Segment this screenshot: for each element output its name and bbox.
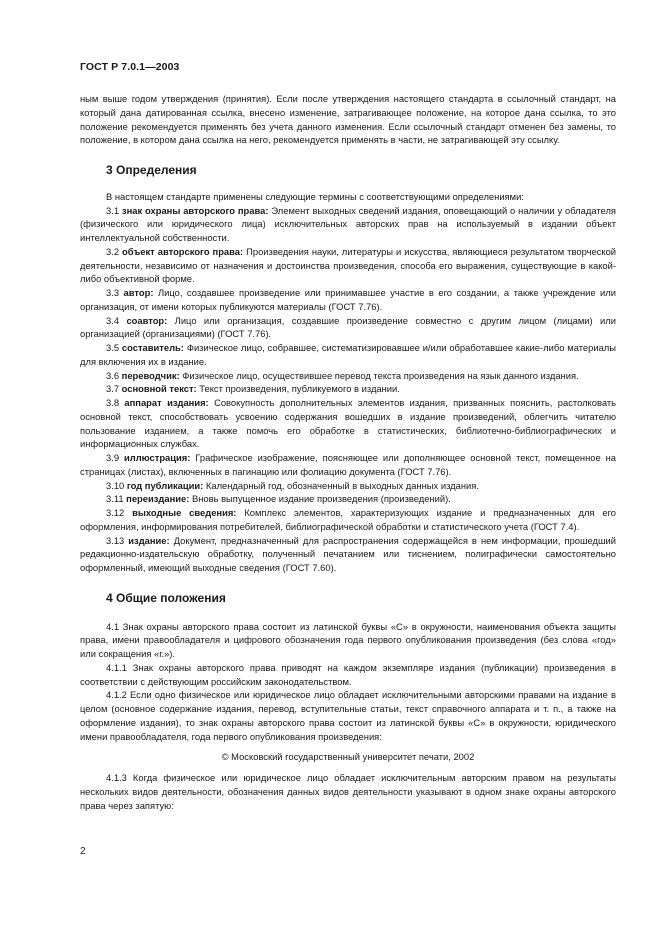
paragraph-4-1: 4.1 Знак охраны авторского права состоит из латинской буквы «С» в окружности, наименования объекта защиты права, имени правообладателя и цифрового обозначения года первого опубликования произведения (без слова «год» или сокращения «г.»). (80, 620, 616, 659)
definition-3-1: 3.1 знак охраны авторского права: Элемент выходных сведений издания, оповещающий о наличии у обладателя (физического или юридического лица) исключительных авторских прав на используемый в издании объект интеллектуальной собственности. (80, 204, 616, 243)
paragraph-4-1-3: 4.1.3 Когда физическое или юридическое лицо обладает исключительным авторским правом на результаты нескольких видов деятельности, обозначения данных видов деятельности указывают в одном знаке охраны авторского права через запятую: (80, 772, 616, 811)
term: соавтор: (126, 314, 168, 326)
copyright-example: © Московский государственный университет печати, 2002 (221, 751, 475, 763)
definition-3-6: 3.6 переводчик: Физическое лицо, осуществившее перевод текста произведения на язык данного издания. (106, 369, 579, 381)
term: знак охраны авторского права: (121, 204, 269, 216)
intro-paragraph: ным выше годом утверждения (принятия). Если после утверждения настоящего стандарта в ссылочный стандарт, на который дана датированная ссылка, внесено изменение, затрагивающее положение, на которое дана ссылка, то это положение рекомендуется применять без учета данного изменения. Если ссылочный стандарт отменен без замены, то положение, в котором дана ссылка на него, рекомендуется применять в части, не затрагивающей эту ссылку. (80, 93, 616, 146)
term: выходные сведения: (132, 507, 237, 518)
term: объект авторского права: (122, 245, 244, 257)
definition-3-2: 3.2 объект авторского права: Произведения науки, литературы и искусства, являющиеся результатом творческой деятельности, независимо от назначения и достоинства произведения, способа его выражения, существующие в какой-либо объективной форме. (80, 245, 617, 285)
definition-3-3: 3.3 автор: Лицо, создавшее произведение или принимавшее участие в его создании, а также учреждение или организация, от имени которых публикуются материалы (ГОСТ 7.76). (80, 287, 617, 312)
term: издание: (128, 534, 170, 546)
definition-3-7: 3.7 основной текст: Текст произведения, публикуемого в издании. (106, 383, 400, 395)
definition-3-5: 3.5 составитель: Физическое лицо, собравшее, систематизировавшее и/или обработавшее какие-либо материалы для включения их в издание. (80, 342, 617, 367)
paragraph-4-1-2: 4.1.2 Если одно физическое или юридическое лицо обладает исключительными авторскими правами на издание в целом (основное содержание издания, перевод, вступительные статьи, текст справочного аппарата и т. п., а также на оформление издания), то знак охраны авторского права состоит из латинской буквы «С» в окружности, юридического имени правообладателя, года первого опубликования произведения: (80, 689, 616, 742)
paragraph-4-1-1: 4.1.1 Знак охраны авторского права приводят на каждом экземпляре издания (публикации) произведения в соответствии с действующим российским законодательством. (80, 661, 616, 687)
definitions-list (80, 204, 616, 575)
definition-3-12: 3.12 выходные сведения: Комплекс элементов, характеризующих издание и предназначенных для его оформления, информирования потребителей, библиографической обработки и статистического учета (ГОСТ 7.4). (80, 507, 617, 532)
page-number: 2 (80, 846, 86, 857)
definition-3-8: 3.8 аппарат издания: Совокупность дополнительных элементов издания, призванных пояснить, растолковать основной текст, способствовать усвоению содержания вошедших в издание произведений, облегчить читателю пользование изданием, а также помочь его обработке в статистических, библиотечно-библиографических и информационных службах. (80, 397, 617, 450)
section-3-intro: В настоящем стандарте применены следующие термины с соответствующими определениями: (106, 190, 524, 202)
term: основной текст: (121, 383, 197, 395)
term: иллюстрация: (123, 452, 191, 463)
section-4-heading: 4 Общие положения (106, 590, 226, 605)
definition-3-13: 3.13 издание: Документ, предназначенный для распространения содержащейся в нем информации, прошедший редакционно-издательскую обработку, полученный печатанием или тиснением, полиграфически самостоятельно оформленный, имеющий выходные сведения (ГОСТ 7.60). (80, 534, 617, 573)
term: автор: (123, 287, 154, 298)
document-header: ГОСТ Р 7.0.1—2003 (80, 61, 180, 73)
term: год публикации: (126, 479, 204, 491)
definition-3-9: 3.9 иллюстрация: Графическое изображение, поясняющее или дополняющее основной текст, помещенное на страницах (листах), включенных в пагинацию или фолиацию документа (ГОСТ 7.76). (80, 452, 616, 477)
section-3-heading: 3 Определения (106, 163, 197, 177)
definition-3-11: 3.11 переиздание: Вновь выпущенное издание произведения (произведений). (106, 493, 451, 505)
page-content (80, 92, 616, 812)
term: аппарат издания: (124, 397, 209, 408)
term: составитель: (121, 342, 184, 353)
definition-3-10: 3.10 год публикации: Календарный год, обозначенный в выходных данных издания. (106, 479, 479, 491)
definition-3-4: 3.4 соавтор: Лицо или организация, создавшие произведение совместно с другим лицом (лицами) или организацией (организациями) (ГОСТ 7.76). (80, 314, 616, 340)
term: переводчик: (121, 369, 180, 381)
term: переиздание: (126, 493, 190, 505)
